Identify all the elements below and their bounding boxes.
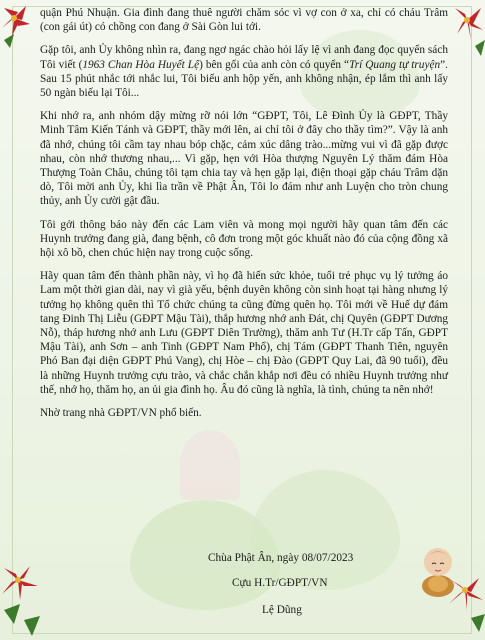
paragraph: Tôi gởi thông báo này đến các Lam viên và mong mọi người hãy quan tâm đến các Huynh trưởng đang già, đang bệnh, cô đơn trong một góc khuất nào đó của cộng đồng xã hội xô bồ, chen chúc hiện nay trong cuộc sống. [40, 218, 448, 260]
poinsettia-icon [0, 0, 40, 60]
signature-place-date: Chùa Phật Ân, ngày 08/07/2023 [208, 552, 354, 564]
paragraph [40, 43, 448, 100]
paragraph: Khi nhớ ra, anh nhóm dậy mừng rỡ nói lớn “GĐPT, Tôi, Lê Đình Ủy là GĐPT, Thầy Minh Tâm Kiến Tánh và GĐPT, thầy mới lên, ai chỉ tôi ở đây cho thầy tìm?”. Vậy là anh đã nhớ, chúng tôi cầm tay nhau bóp chặc, cảm xúc dâng trào...mừng vui vì đã gặp được nhau, còn nhớ thương nhau,... Vì gặp, hẹn với Hòa thượng Nguyên Lý thăm đám Hòa Thượng Toàn Châu, chúng tôi tạm chia tay và hẹn gặp lại, điện thoại gặp cháu Trâm dặn dò, Tôi mời anh Ủy, khi lìa trần về Phật Ân, Tôi lo đám như anh Luyện cho tròn chung thủy, anh Ủy cười gật đầu. [40, 110, 448, 208]
paragraph-text: Gặp tôi, anh Ủy không nhìn ra, đang ngơ ngác chào hỏi lấy lệ vì anh đang đọc quyển sách Tôi viết ( [40, 44, 448, 71]
paragraph: Hãy quan tâm đến thành phần này, vì họ đã hiến sức khỏe, tuổi trẻ phục vụ lý tưởng áo Lam một thời gian dài, nay vì già yếu, bệnh duyên không còn sinh hoạt tại hàng nhưng lý tưởng họ không quên thì Tổ chức chúng ta cũng đừng quên họ. Tôi mới về Huế dự đám tang Đinh Thị Liễu (GĐPT Mậu Tài), thắp hương nhớ anh Đát, chị Quyên (GĐPT Dương Nỗ), tháp hương nhớ anh Lưu (GĐPT Diên Trường), thăm anh Tư (H.Tr cấp Tấn, GĐPT Mậu Tài), anh Sơn – anh Tinh (GĐPT Nam Phổ), chị Tám (GĐPT Thanh Tiên, nguyên Phó Ban đại diện GĐPT Phú Vang), chị Hòe – chị Đào (GĐPT Quy Lai, đã 90 tuổi), đều là những Huynh trưởng cựu trào, và chắc chắn khắp nơi đều có nhiều Huynh trưởng như thế, nhớ họ, thăm họ, an ủi gia đình họ. Âu đó cũng là nghĩa, là tình, chúng ta nên nhớ! [40, 270, 448, 396]
book-title: Trí Quang tự truyện [349, 58, 441, 71]
signature-name: Lệ Dũng [262, 604, 302, 616]
poinsettia-icon [445, 0, 485, 70]
book-title: 1963 Chan Hòa Huyết Lệ [82, 58, 200, 71]
paragraph: Nhờ trang nhà GĐPT/VN phổ biến. [40, 407, 202, 420]
signature-title: Cựu H.Tr/GĐPT/VN [232, 577, 328, 589]
paragraph-text: ”. Sau 15 phút nhắc tới nhắc lui, Tôi biếu anh hộp yến, anh không nhận, ép lắm thì anh lấy 50 ngàn biếu lại Tôi... [40, 58, 448, 100]
lotus-flower-decoration [180, 430, 240, 500]
little-monk-icon [415, 538, 461, 598]
paragraph-text: ) bên gối của anh còn có quyển “ [199, 58, 350, 71]
paragraph: quận Phú Nhuận. Gia đình đang thuê người chăm sóc vì vợ con ở xa, chỉ có cháu Trâm (con gái út) có chồng con đang ở Sài Gòn lui tới. [40, 7, 448, 34]
poinsettia-icon [0, 540, 44, 640]
letter-body [40, 6, 448, 429]
